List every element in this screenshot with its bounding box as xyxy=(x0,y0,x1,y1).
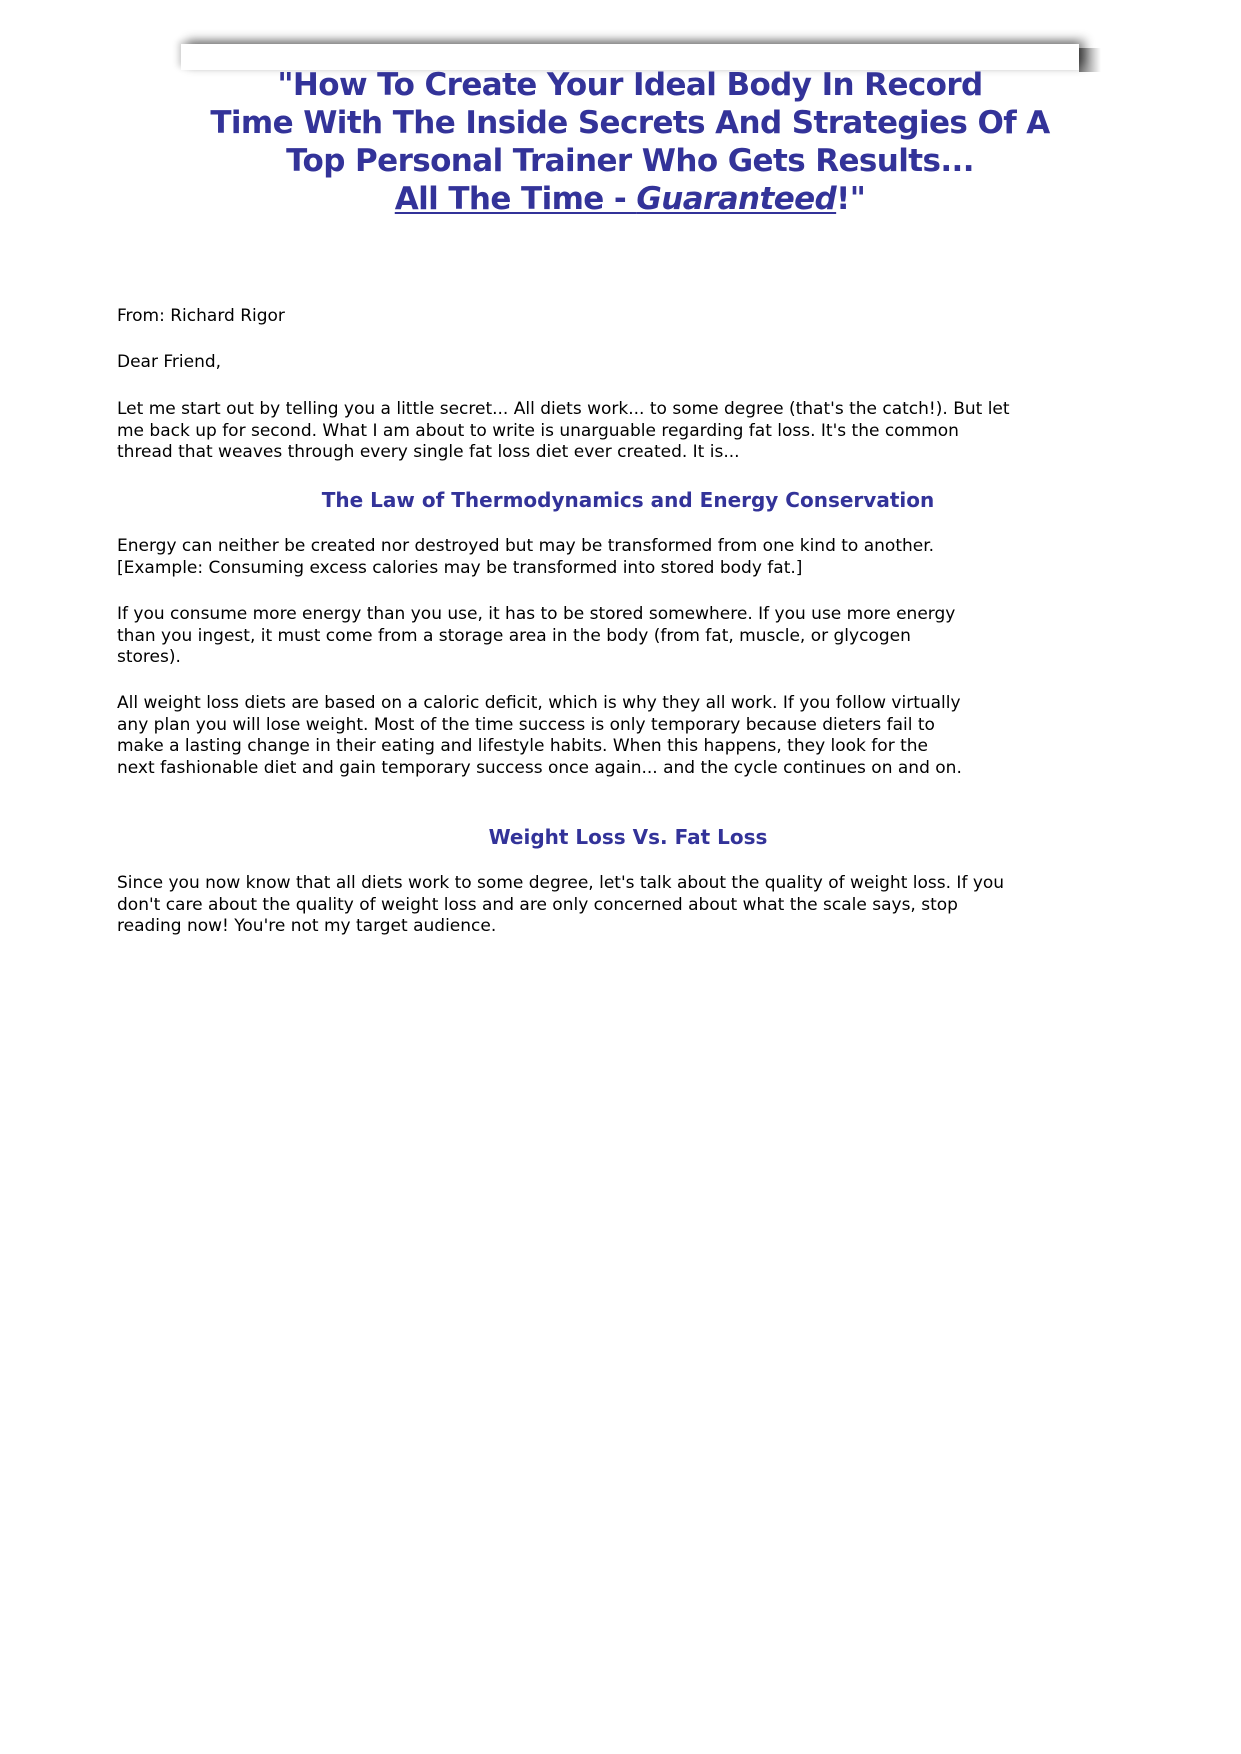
headline-line-2: Time With The Inside Secrets And Strategies Of A xyxy=(210,105,1050,141)
energy-paragraph: Energy can neither be created nor destroyed but may be transformed from one kind to another. [Example: Consuming excess calories may be transformed into stored body fat.] xyxy=(117,536,935,578)
headline-line-1: "How To Create Your Ideal Body In Record xyxy=(277,67,983,103)
headline-line-4-plain: All The Time - xyxy=(394,181,637,217)
headline xyxy=(181,66,1079,218)
section-heading-weight-vs-fat: Weight Loss Vs. Fat Loss xyxy=(488,825,768,849)
section-heading-thermodynamics: The Law of Thermodynamics and Energy Conservation xyxy=(321,488,935,512)
diets-paragraph: All weight loss diets are based on a caloric deficit, which is why they all work. If you follow virtually any plan you will lose weight. Most of the time success is only temporary because dieters fail to make a lasting change in their eating and lifestyle habits. When this happens, they look for the next fashionable diet and gain temporary success once again... and the cycle continues on and on. xyxy=(117,693,962,778)
quality-paragraph: Since you now know that all diets work to some degree, let's talk about the quality of weight loss. If you don't care about the quality of weight loss and are only concerned about what the scale says, stop reading now! You're not my target audience. xyxy=(117,873,1005,936)
headline-guaranteed: Guaranteed xyxy=(636,181,837,217)
from-line: From: Richard Rigor xyxy=(117,306,285,326)
headline-line-4-end: !" xyxy=(836,181,866,217)
headline-line-3: Top Personal Trainer Who Gets Results... xyxy=(286,143,974,179)
headline-box-shadow xyxy=(1079,48,1101,72)
greeting: Dear Friend, xyxy=(117,352,222,372)
headline-line-4 xyxy=(181,180,1079,218)
headline-underlined-part xyxy=(395,181,836,217)
intro-paragraph: Let me start out by telling you a little secret... All diets work... to some degree (that's the catch!). But let me back up for second. What I am about to write is unarguable regarding fat loss. It's the common thread that weaves through every single fat loss diet ever created. It is... xyxy=(117,399,1010,462)
consume-paragraph: If you consume more energy than you use, it has to be stored somewhere. If you use more energy than you ingest, it must come from a storage area in the body (from fat, muscle, or glycogen stores). xyxy=(117,604,956,667)
